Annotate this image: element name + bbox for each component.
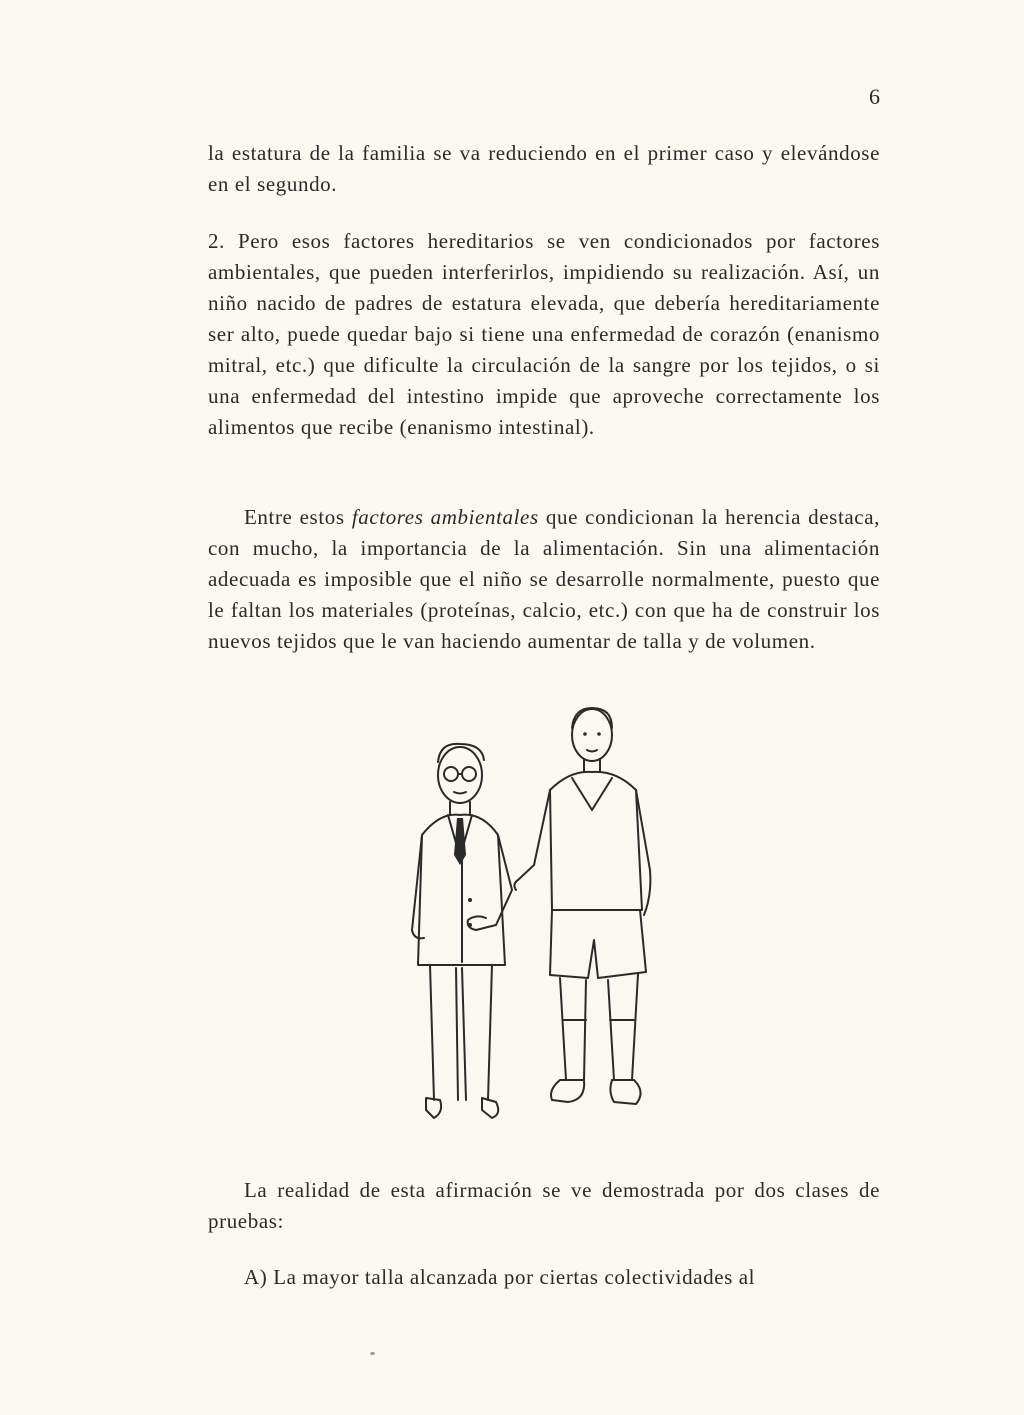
illustration-two-men: [400, 700, 680, 1150]
paper-speck: [370, 1352, 375, 1355]
emphasized-term: factores ambientales: [351, 505, 539, 529]
paragraph-text: 2. Pero esos factores hereditarios se ven condicionados por factores ambientales, que pueden interferirlos, impidiendo su realización. Así, un niño nacido de padres de estatura elevada, que debería hereditariamente ser alto, puede quedar bajo si tiene una enfermedad de corazón (enanismo mitral, etc.) que dificulte la circulación de la sangre por los tejidos, o si una enfermedad del intestino impide que aproveche correctamente los alimentos que recibe (enanismo intestinal).: [208, 229, 880, 439]
paragraph-text: [208, 502, 880, 657]
paragraph-item-a: [208, 1262, 880, 1293]
paragraph-text: A) La mayor talla alcanzada por ciertas colectividades al: [244, 1265, 756, 1289]
paragraph-continuation: [208, 138, 880, 200]
paragraph-text-start: Entre estos: [244, 505, 352, 529]
paragraph-text: la estatura de la familia se va reduciendo en el primer caso y elevándose en el segundo.: [208, 141, 880, 196]
paragraph-text: La realidad de esta afirmación se ve demostrada por dos clases de pruebas:: [208, 1178, 880, 1233]
paragraph-factores-ambientales: [208, 226, 880, 443]
illustration-drawing: [400, 700, 680, 1150]
page-number: 6: [869, 84, 880, 109]
paragraph-pruebas: [208, 1175, 880, 1237]
older-man-figure: [412, 744, 512, 1118]
paragraph-alimentacion: [208, 502, 880, 657]
young-man-figure: [514, 708, 650, 1104]
paragraph-text-end: que condicionan la herencia destaca, con mucho, la importancia de la alimentación. Sin una alimentación adecuada es imposible que el niño se desarrolle normalmente, puesto que le faltan los materiales (proteínas, calcio, etc.) con que ha de construir los nuevos tejidos que le van haciendo aumentar de talla y de volumen.: [208, 505, 880, 653]
